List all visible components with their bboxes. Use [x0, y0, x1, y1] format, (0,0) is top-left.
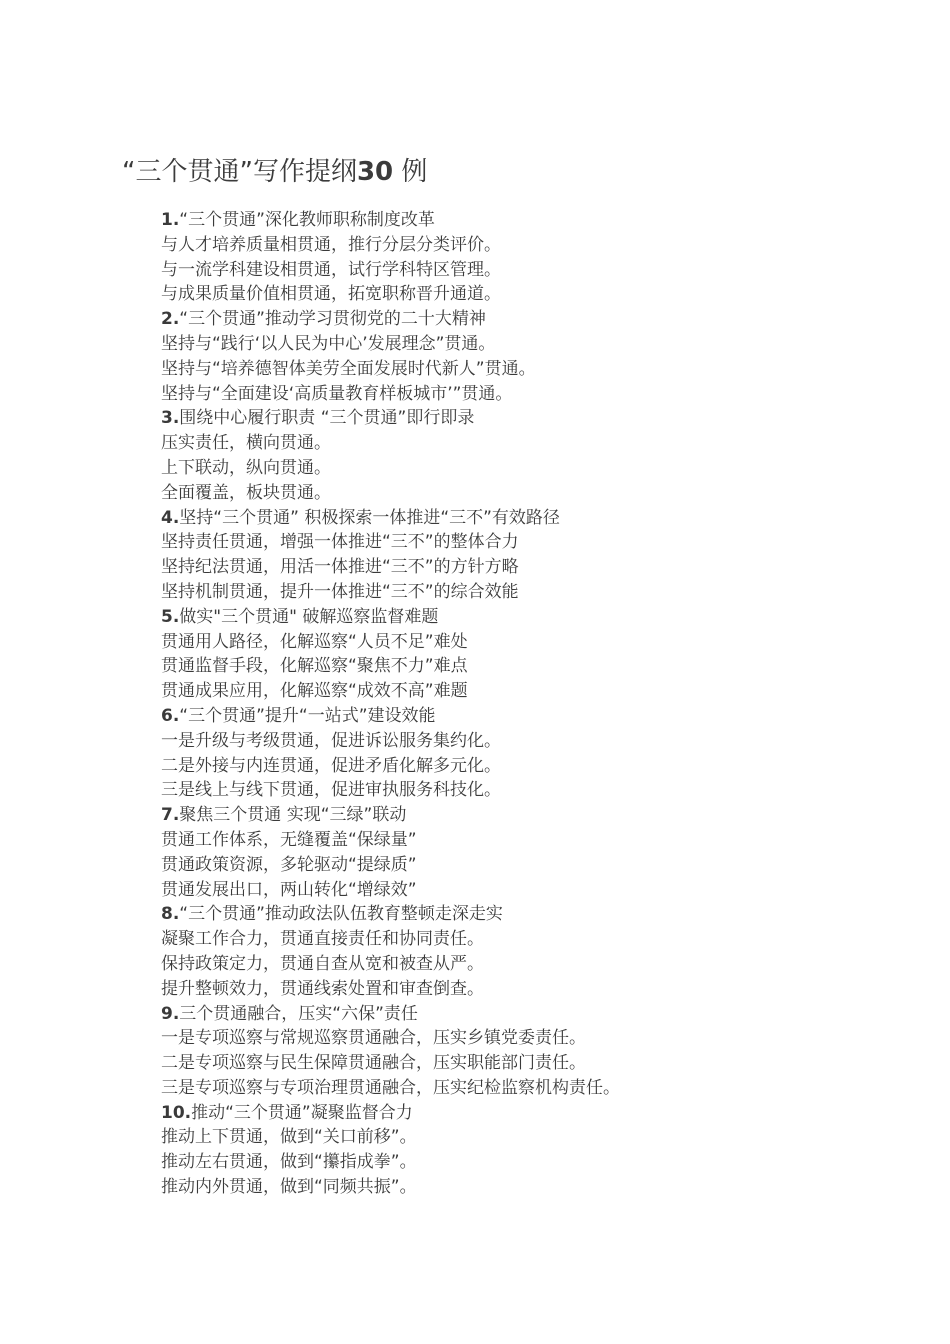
section-item: 推动上下贯通，做到“关口前移”。 — [161, 1127, 417, 1148]
section-heading — [161, 506, 921, 531]
section-heading — [161, 1002, 921, 1027]
section-item: 三是专项巡察与专项治理贯通融合，压实纪检监察机构责任。 — [161, 1077, 620, 1098]
section-item: 贯通发展出口，两山转化“增绿效” — [161, 879, 417, 900]
section-number: 4. — [161, 507, 180, 528]
section-item: 一是专项巡察与常规巡察贯通融合，压实乡镇党委责任。 — [161, 1028, 586, 1049]
section-item: 坚持纪法贯通，用活一体推进“三不”的方针方略 — [161, 557, 519, 578]
section-item: 推动左右贯通，做到“攥指成拳”。 — [161, 1152, 417, 1173]
title-suffix: 例 — [401, 157, 428, 187]
section-number: 1. — [161, 210, 180, 230]
section-item: 上下联动，纵向贯通。 — [161, 457, 331, 478]
section-item: 推动内外贯通，做到“同频共振”。 — [161, 1177, 417, 1198]
section-item: 二是专项巡察与民生保障贯通融合，压实职能部门责任。 — [161, 1053, 586, 1074]
title-prefix: “三个贯通”写作提纲 — [122, 157, 357, 187]
section-heading-text: 围绕中心履行职责 “三个贯通”即行即录 — [179, 408, 475, 429]
section-number: 6. — [161, 705, 180, 726]
section-heading-text: “三个贯通”推动政法队伍教育整顿走深走实 — [179, 904, 503, 925]
outline-section — [161, 704, 921, 803]
section-heading — [161, 307, 921, 332]
section-item: 保持政策定力，贯通自查从宽和被查从严。 — [161, 953, 484, 974]
section-item: 坚持机制贯通，提升一体推进“三不”的综合效能 — [161, 581, 519, 602]
section-item: 提升整顿效力，贯通线索处置和审查倒查。 — [161, 978, 484, 999]
section-item: 贯通监督手段，化解巡察“聚焦不力”难点 — [161, 656, 468, 677]
section-item: 贯通用人路径，化解巡察“人员不足”难处 — [161, 631, 468, 652]
section-item: 贯通成果应用，化解巡察“成效不高”难题 — [161, 681, 468, 702]
outline-section — [161, 1101, 921, 1200]
section-heading-text: 聚焦三个贯通 实现“三绿”联动 — [179, 805, 407, 826]
section-number: 5. — [161, 606, 180, 627]
section-heading — [161, 803, 921, 828]
section-number: 9. — [161, 1003, 180, 1024]
section-item: 压实责任，横向贯通。 — [161, 433, 331, 454]
outline-section — [161, 803, 921, 902]
section-item: 贯通工作体系，无缝覆盖“保绿量” — [161, 829, 417, 850]
section-heading — [161, 902, 921, 927]
outline-section — [161, 1002, 921, 1101]
outline-section — [161, 208, 921, 307]
section-heading-text: 做实"三个贯通" 破解巡察监督难题 — [179, 606, 439, 627]
section-number: 3. — [161, 408, 180, 429]
title-number: 30 — [356, 157, 394, 187]
section-number: 7. — [161, 805, 180, 826]
section-item: 全面覆盖，板块贯通。 — [161, 482, 331, 503]
section-heading — [161, 406, 921, 431]
section-heading-text: “三个贯通”提升“一站式”建设效能 — [179, 705, 436, 726]
section-item: 凝聚工作合力，贯通直接责任和协同责任。 — [161, 929, 484, 950]
section-heading-text: 坚持“三个贯通” 积极探索一体推进“三不”有效路径 — [179, 507, 560, 528]
section-item: 贯通政策资源，多轮驱动“提绿质” — [161, 854, 417, 875]
document-title — [122, 152, 427, 192]
section-number: 10. — [161, 1102, 192, 1123]
section-item: 三是线上与线下贯通，促进审执服务科技化。 — [161, 780, 501, 801]
section-item: 坚持与“践行‘以人民为中心’发展理念”贯通。 — [161, 333, 496, 354]
section-item: 与一流学科建设相贯通，试行学科特区管理。 — [161, 259, 501, 280]
outline-section — [161, 902, 921, 1001]
section-heading-text: 三个贯通融合，压实“六保”责任 — [179, 1003, 418, 1024]
section-item: 坚持与“全面建设‘高质量教育样板城市’”贯通。 — [161, 383, 513, 404]
outline-section — [161, 307, 921, 406]
section-heading — [161, 704, 921, 729]
section-item: 坚持责任贯通，增强一体推进“三不”的整体合力 — [161, 532, 519, 553]
section-heading — [161, 208, 921, 233]
section-heading-text: “三个贯通”深化教师职称制度改革 — [179, 210, 435, 230]
section-number: 8. — [161, 904, 180, 925]
outline-section — [161, 506, 921, 605]
section-heading — [161, 1101, 921, 1126]
section-number: 2. — [161, 309, 180, 330]
section-item: 二是外接与内连贯通，促进矛盾化解多元化。 — [161, 755, 501, 776]
section-item: 坚持与“培养德智体美劳全面发展时代新人”贯通。 — [161, 358, 536, 379]
section-heading-text: “三个贯通”推动学习贯彻党的二十大精神 — [179, 309, 486, 330]
section-item: 与人才培养质量相贯通，推行分层分类评价。 — [161, 234, 501, 255]
outline-list — [161, 208, 921, 1200]
section-heading-text: 推动“三个贯通”凝聚监督合力 — [191, 1102, 413, 1123]
section-item: 与成果质量价值相贯通，拓宽职称晋升通道。 — [161, 284, 501, 305]
section-item: 一是升级与考级贯通，促进诉讼服务集约化。 — [161, 730, 501, 751]
section-heading — [161, 605, 921, 630]
outline-section — [161, 406, 921, 505]
outline-section — [161, 605, 921, 704]
